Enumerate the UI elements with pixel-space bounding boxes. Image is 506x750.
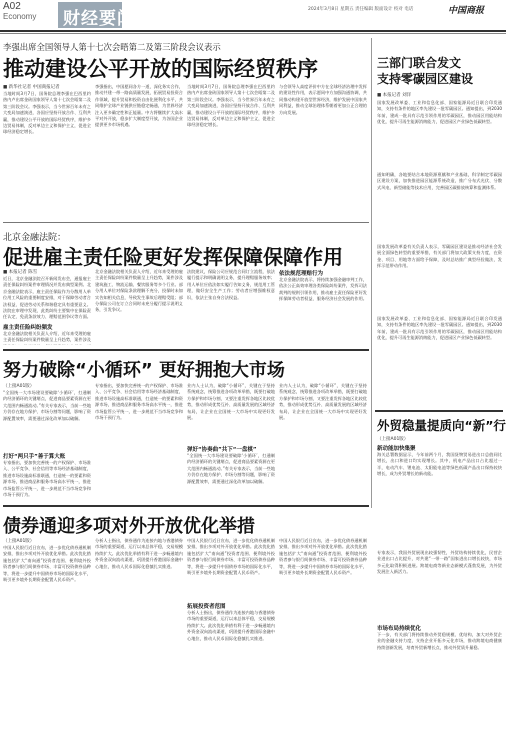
masthead-thin-rule <box>0 33 506 34</box>
bottom-body-col-1: 中国人民银行近日宣布，进一步优化债券通机制安排，推出多项对外开放优化举措。此次优化措施包括扩大“南向通”投资者范围、便利境外投资者参与银行间债券市场、丰富可投资债券品种等，将进一步提升中国债券市场的国际化水平，吸引更多境外长期资金配置人民币资产。 <box>3 545 91 583</box>
second-body-col-4: 北京金融法院表示，将持续加强金融审判工作，依法公正高效审理各类保险纠纷案件，发挥司法裁判的规则引领作用，推动雇主责任保险更好发挥保障劳动者权益、服务经济社会发展的作用。 <box>279 277 367 302</box>
page-code: A02 <box>3 1 21 12</box>
sidebar-body-3: 国家发展改革委有关负责人表示，零碳园区建设是推动经济社会发展全面绿色转型的重要举措，有关部门将加大政策支持力度，在资金、项目、用地等方面给予保障，及时总结推广典型经验做法，发挥示范带动作用。 <box>377 244 502 269</box>
sidebar-headline-2: 支持零碳园区建设 <box>377 72 474 86</box>
section-divider <box>3 222 369 223</box>
second-body-col-3: 法院建议，保险公司应规范合同订立流程，依法履行提示和明确说明义务，提升理赔服务效率；用人单位应依法如实履行告知义务，规范用工管理，做好安全生产工作；劳动者应增强维权意识，依法主张自身合法权益。 <box>187 269 275 300</box>
second-kicker: 北京金融法院： <box>3 233 67 243</box>
second-body-col-1b: 北京金融法院相关负责人介绍，近年来受理的雇主责任保险纠纷案件数量呈上升趋势，案件涉及 <box>3 331 91 343</box>
bottom-divider <box>3 505 369 507</box>
lead-headline: 推动建设公平开放的国际经贸秩序 <box>3 57 318 81</box>
foreign-trade-body-2: 专家表示，我国外贸展现出较强韧性，外贸结构持续优化，民营企业进出口占比提升，对共建“一带一路”国家进出口增长较快，市场多元化取得积极进展。跨境电商等新业态新模式蓬勃发展，为外贸发展注入新活力。 <box>377 550 502 575</box>
third-body-col-1b: 专家指出，要加快完善统一的产权保护、市场准入、公平竞争、社会信用等市场经济基础制度，推进市场设施高标准联通，打造统一的要素和资源市场，推进商品和服务市场高水平统一，推进市场监管公平统一，进一步规范不当市场竞争和市场干预行为。 <box>3 460 91 498</box>
section-title: 财经要闻 <box>63 9 135 29</box>
lead-body-col-3: 当地时间3月7日，国务院总理李强在巴西里约热内卢出席金砖国家领导人第十七次会晤第二及第三阶段会议。李强表示，当今世界百年未有之大变局加速演进，各国应坚持开放合作、互利共赢，推动建设公平开放的国际经贸秩序，维护多边贸易体制，反对单边主义和保护主义，促进全球经济稳定增长。 <box>187 84 275 128</box>
lead-byline: ■ 新华社记者 中国商报记者 <box>3 85 60 90</box>
lead-body-col-4: 与会领导人高度评价中方在全球经济治理中发挥的建设性作用，表示愿同中方加强沟通协调，共同推动构建开放型世界经济，维护发展中国家共同利益，推动全球治理体系朝着更加公正合理的方向发展。 <box>279 84 367 115</box>
sidebar-divider <box>375 410 503 412</box>
bottom-subhead-1: 拓展投资者范围 <box>187 604 226 610</box>
third-body-col-1: “全国统一大市场建设要破除‘小循环’，打通制约经济循环的关键堵点，促进商品要素资源在更大范围内畅通流动。”有关专家表示，当前一些地方仍存在地方保护、市场分割等问题，影响了资源配置效率，需要通过深化改革加以破解。 <box>3 390 91 421</box>
third-body-col-2: 专家指出，要加快完善统一的产权保护、市场准入、公平竞争、社会信用等市场经济基础制度，推进市场设施高标准联通，打造统一的要素和资源市场，推进商品和服务市场高水平统一，推进市场监管公平统一，进一步规范不当市场竞争和市场干预行为。 <box>95 383 183 421</box>
sidebar-byline: ■ 本报记者 刘洋 <box>377 93 412 98</box>
bottom-body-col-3b: 分析人士指出，债券通作为连接内地与香港债券市场的重要渠道，运行以来总体平稳，交易规模持续扩大。此次优化举措有利于进一步畅通境内外资金双向流动渠道，巩固提升香港国际金融中心地位，推动人民币国际化稳慎扎实推进。 <box>187 610 275 641</box>
bottom-headline: 债券通迎多项对外开放优化举措 <box>3 516 255 537</box>
foreign-trade-byline: （上接A01版） <box>377 437 409 442</box>
third-subhead-1: 打好“两只手”善于算大账 <box>3 454 66 460</box>
lead-body-col-2: 李强指出，中国愿同各方一道，深化务实合作，推动共建一带一路高质量发展，拓展贸易投资合作领域，提升贸易和投资自由化便利化水平，共同维护全球产业链供应链稳定畅通，为世界经济注入更多确定性和正能量。中方将继续扩大高水平对外开放，稳步扩大制度型开放，为各国企业提供更多市场机遇。 <box>95 84 183 128</box>
sidebar-body-1: 国家发展改革委、工业和信息化部、国家能源局近日联合印发通知，支持有条件的地区率先建设一批零碳园区。通知提出，到2030年前，建成一批具有示范引领作用的零碳园区，推动园区用能结构优化，提升可再生能源消纳能力，促进园区产业绿色低碳转型。 <box>377 100 502 125</box>
bottom-body-col-4: 中国人民银行近日宣布，进一步优化债券通机制安排，推出多项对外开放优化举措。此次优化措施包括扩大“南向通”投资者范围、便利境外投资者参与银行间债券市场、丰富可投资债券品种等，将进一步提升中国债券市场的国际化水平，吸引更多境外长期资金配置人民币资产。 <box>279 538 367 576</box>
lead-body-col-1: 当地时间3月7日，国务院总理李强在巴西里约热内卢出席金砖国家领导人第十七次会晤第二及第三阶段会议。李强表示，当今世界百年未有之大变局加速演进，各国应坚持开放合作、互利共赢，推动建设公平开放的国际经贸秩序，维护多边贸易体制，反对单边主义和保护主义，促进全球经济稳定增长。 <box>3 91 91 135</box>
second-body-col-1: 近日，北京金融法院召开新闻发布会，通报雇主责任保险纠纷案件审理情况并发布典型案例。北京金融法院表示，雇主责任保险作为分散用人单位用工风险的重要制度安排，对于保障劳动者合法权益、促进劳动关系和谐稳定具有重要意义。法院在审理中发现，此类纠纷主要集中在保险责任认定、免责条款效力、理赔范围争议等方面。 <box>3 276 91 320</box>
second-subhead-1: 雇主责任险纠纷频发 <box>3 325 53 331</box>
newspaper-logo: 中国商报 <box>448 6 485 16</box>
section-divider-bold <box>3 349 369 351</box>
second-headline: 促进雇主责任险更好发挥保障保障作用 <box>3 245 343 269</box>
third-body-col-3b: “全国统一大市场建设要破除‘小循环’，打通制约经济循环的关键堵点，促进商品要素资源在更大范围内畅通流动。”有关专家表示，当前一些地方仍存在地方保护、市场分割等问题，影响了资源配置效率，需要通过深化改革加以破解。 <box>187 453 275 484</box>
sidebar-body-4: 国家发展改革委、工业和信息化部、国家能源局近日联合印发通知，支持有条件的地区率先建设一批零碳园区。通知提出，到2030年前，建成一批具有示范引领作用的零碳园区，推动园区用能结构优化，提升可再生能源消纳能力，促进园区产业绿色低碳转型。 <box>377 316 502 341</box>
foreign-trade-subhead-1: 新动能加快集聚 <box>377 446 416 452</box>
masthead-rule <box>0 30 506 32</box>
second-body-col-2: 北京金融法院相关负责人介绍，近年来受理的雇主责任保险纠纷案件数量呈上升趋势，案件涉及建筑施工、物流运输、餐饮服务等多个行业。部分用人单位对保险条款理解不充分，投保时未如实告知相关信息，导致发生事故后理赔受阻；部分保险公司在订立合同时未充分履行提示说明义务，引发争议。 <box>95 269 183 313</box>
bottom-body-col-3: 中国人民银行近日宣布，进一步优化债券通机制安排，推出多项对外开放优化举措。此次优化措施包括扩大“南向通”投资者范围、便利境外投资者参与银行间债券市场、丰富可投资债券品种等，将进一步提升中国债券市场的国际化水平，吸引更多境外长期资金配置人民币资产。 <box>187 538 275 576</box>
third-body-col-3: 业内人士认为，破除“小循环”，关键在于坚持系统观念，统筹推进各项改革举措，既要打破地方保护和市场分割，又要注重发挥各地区比较优势，推动形成优势互补、高质量发展的区域经济布局，让企业在全国统一大市场中实现更好发展。 <box>187 383 275 421</box>
foreign-trade-headline: 外贸稳量提质向“新”行 <box>377 418 506 433</box>
foreign-trade-body-1: 海关总署数据显示，今年前两个月，我国货物贸易进出口总值同比增长，出口和进口均实现增长。其中，机电产品出口占比超过一半，电动汽车、锂电池、太阳能电池等绿色低碳产品出口保持较快增长，成为外贸增长的新动能。 <box>377 452 502 477</box>
bottom-body-col-2: 分析人士指出，债券通作为连接内地与香港债券市场的重要渠道，运行以来总体平稳，交易规模持续扩大。此次优化举措有利于进一步畅通境内外资金双向流动渠道，巩固提升香港国际金融中心地位，推动人民币国际化稳慎扎实推进。 <box>95 538 183 569</box>
foreign-trade-subhead-2: 市场布局持续优化 <box>377 626 422 632</box>
date-line: 2024年3月8日 星期五 责任编辑 版面设计 校对 电话 <box>308 7 414 12</box>
sidebar-body-2: 通知明确，各地要结合本地资源禀赋和产业基础，科学制定零碳园区建设方案，加快推进园区能源系统改造，推广分布式光伏、分散式风电、新型储能等技术应用，完善园区碳排放核算和监测体系。 <box>377 172 502 190</box>
sidebar-headline-1: 三部门联合发文 <box>377 56 462 70</box>
second-subhead-2: 依法规范理赔行为 <box>279 271 324 277</box>
column-divider <box>371 38 372 508</box>
third-headline: 努力破除“小循环” 更好拥抱大市场 <box>3 360 285 381</box>
bottom-byline: （上接A01版） <box>3 539 35 544</box>
foreign-trade-body-3: 下一步，有关部门将持续推动外贸稳规模、优结构，加大对外贸企业的金融支持力度，支持企业开拓多元化市场，推动跨境电商健康持续创新发展，培育外贸新增长点，推动外贸质升量稳。 <box>377 632 502 650</box>
lead-kicker: 李强出席全国领导人第十七次会晤第二及第三阶段会议表示 <box>3 42 221 52</box>
second-byline: ■ 本报记者 陈雪 <box>3 270 38 275</box>
masthead <box>0 0 506 34</box>
third-subhead-2: 弹好“协奏曲”共下“一盘棋” <box>187 447 257 453</box>
third-byline: （上接A01版） <box>3 384 35 389</box>
section-name-en: Economy <box>3 12 37 21</box>
third-body-col-4: 业内人士认为，破除“小循环”，关键在于坚持系统观念，统筹推进各项改革举措，既要打破地方保护和市场分割，又要注重发挥各地区比较优势，推动形成优势互补、高质量发展的区域经济布局，让企业在全国统一大市场中实现更好发展。 <box>279 383 367 421</box>
